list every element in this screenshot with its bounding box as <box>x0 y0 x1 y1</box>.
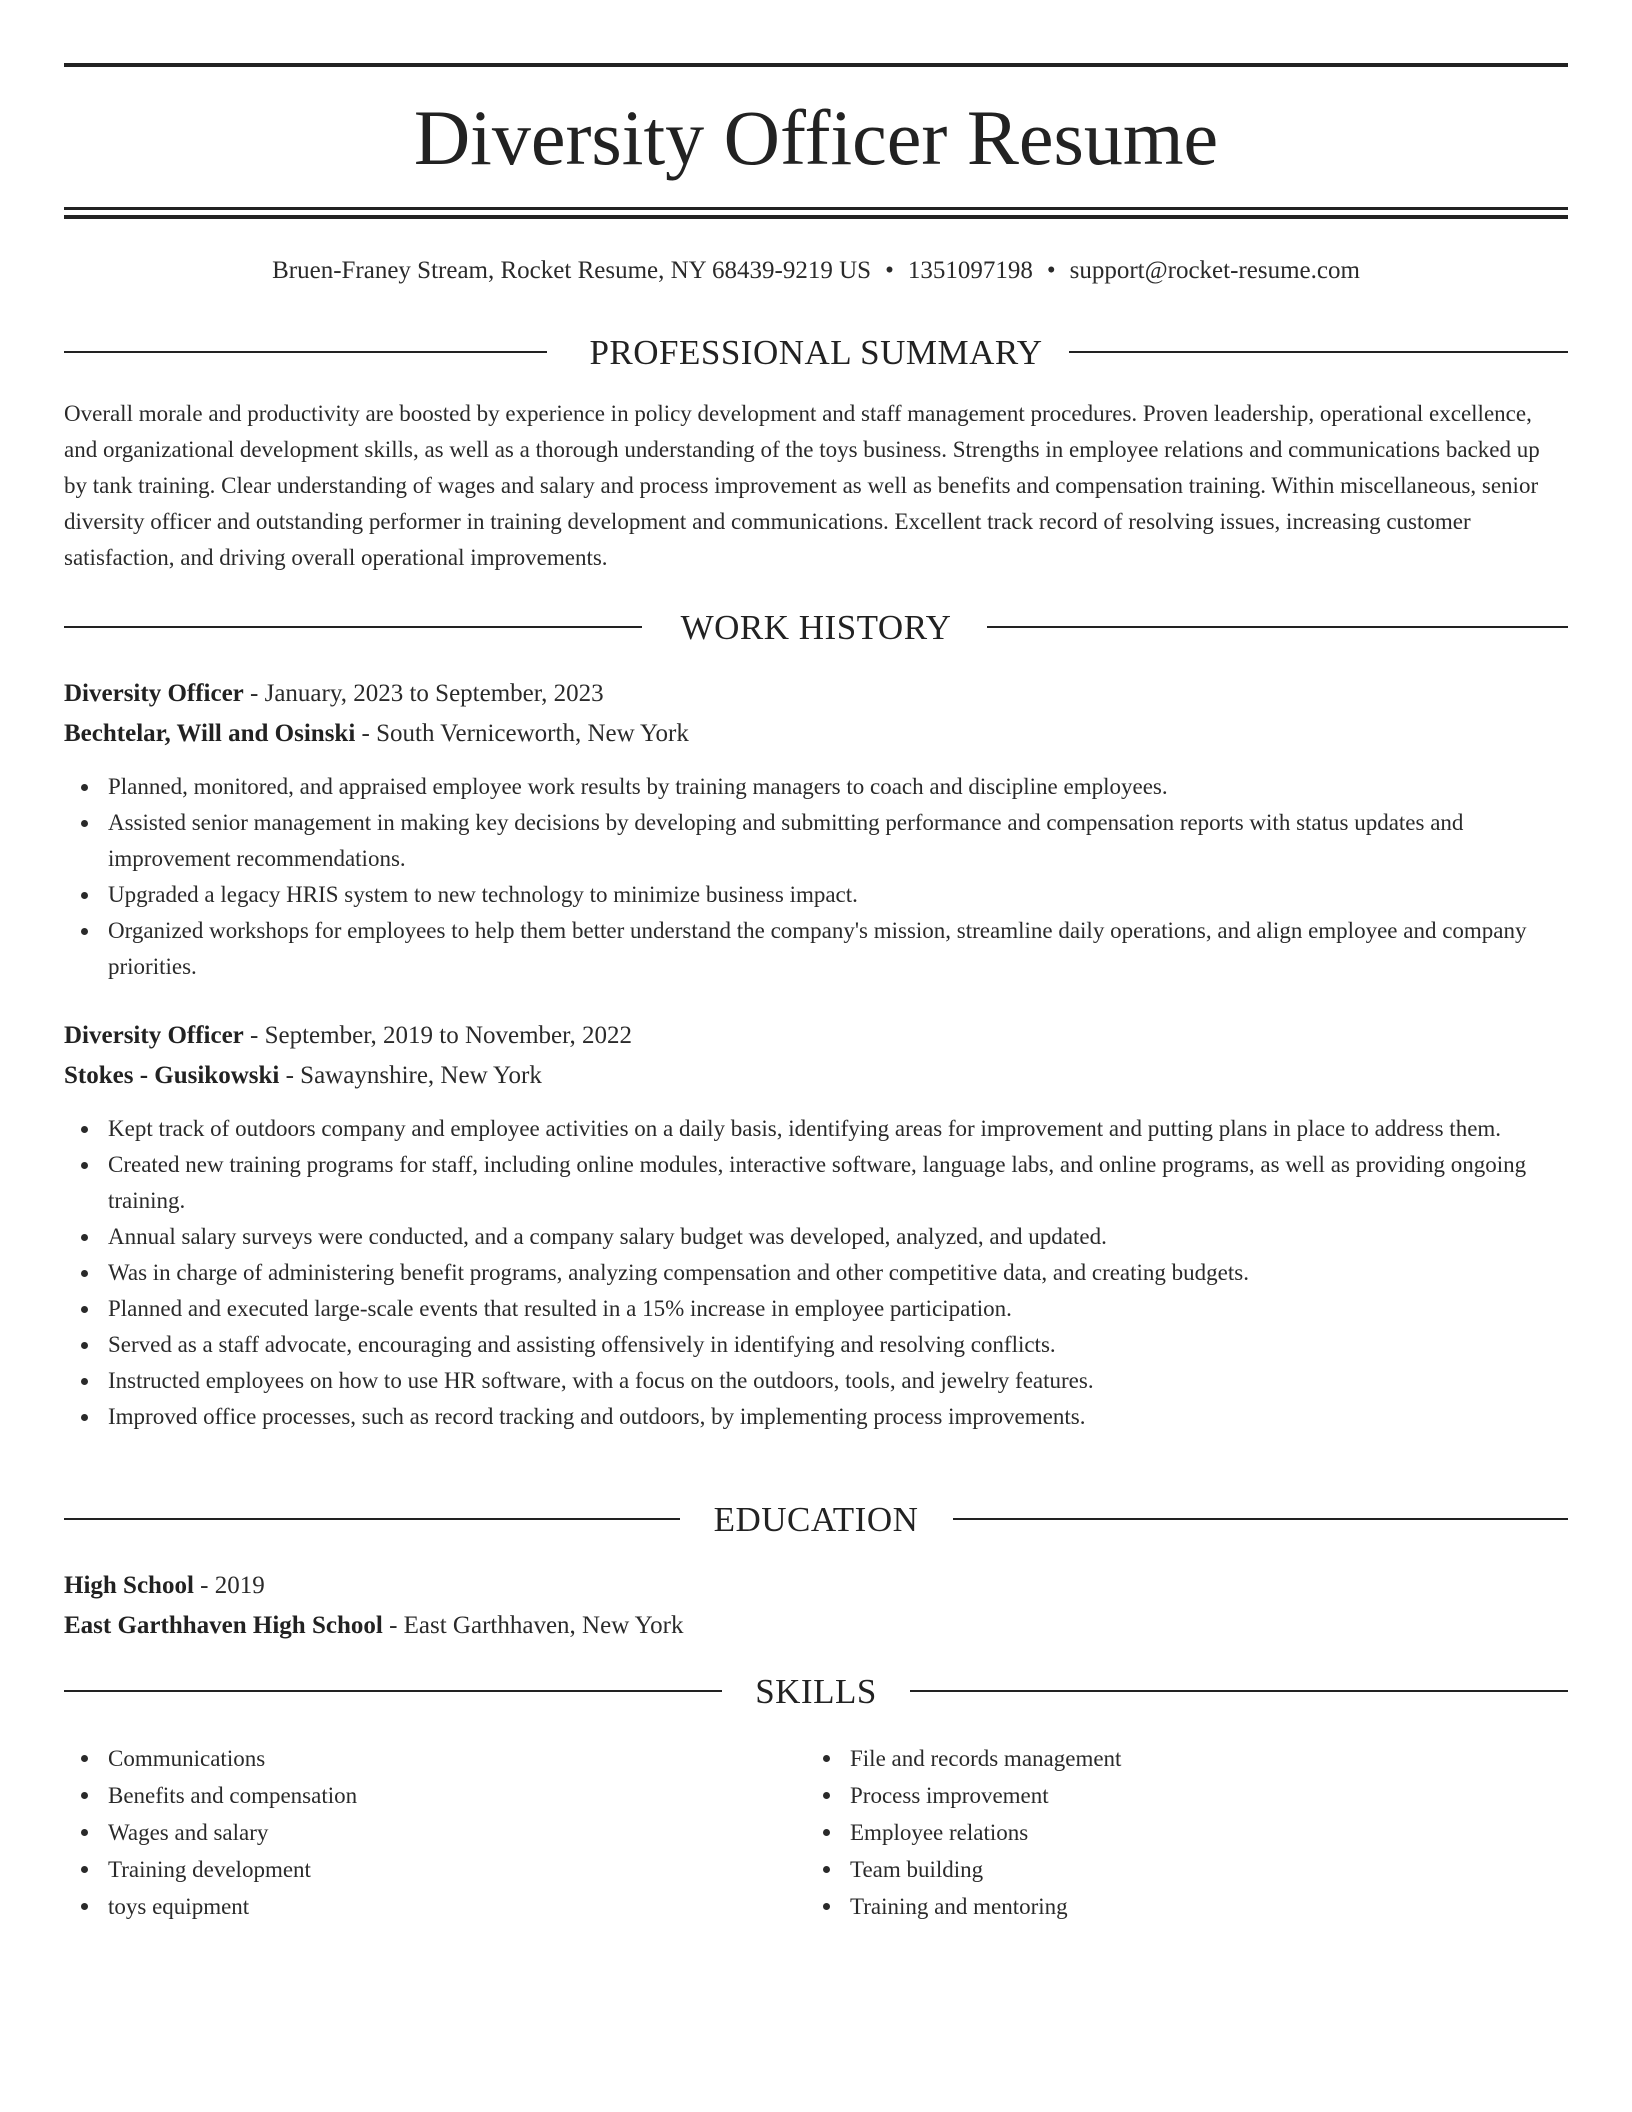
job-title: Diversity Officer <box>64 1022 244 1049</box>
bullet-dot <box>823 1829 830 1836</box>
contact-phone: 1351097198 <box>907 257 1033 284</box>
list-item: Wages and salary <box>64 1814 764 1851</box>
job-title-line <box>64 1018 1568 1054</box>
list-item: Planned, monitored, and appraised employee work results by training managers to coach and discipline employees. <box>64 769 1568 805</box>
section-rule-right <box>1069 351 1568 353</box>
list-item: Served as a staff advocate, encouraging and assisting offensively in identifying and resolving conflicts. <box>64 1327 1568 1363</box>
contact-line <box>64 254 1568 288</box>
section-heading-label: SKILLS <box>755 1672 877 1711</box>
list-item: Kept track of outdoors company and employee activities on a daily basis, identifying areas for improvement and putting plans in place to address them. <box>64 1111 1568 1147</box>
bullet-dot <box>823 1903 830 1910</box>
education-school-line <box>64 1608 1568 1644</box>
bullet-dot <box>81 928 88 935</box>
list-item: Process improvement <box>806 1777 1506 1814</box>
bullet-dot <box>823 1792 830 1799</box>
bullet-dot <box>823 1755 830 1762</box>
bullet-dot <box>81 1342 88 1349</box>
section-rule-right <box>987 626 1568 628</box>
section-heading-label: EDUCATION <box>713 1500 919 1539</box>
skills-list-left <box>64 1740 764 1925</box>
bullet-dot <box>81 820 88 827</box>
list-item: Improved office processes, such as record tracking and outdoors, by implementing process improvements. <box>64 1399 1568 1435</box>
list-item: Upgraded a legacy HRIS system to new technology to minimize business impact. <box>64 877 1568 913</box>
job-company: Bechtelar, Will and Osinski <box>64 720 356 747</box>
skills-list-right <box>806 1740 1506 1925</box>
bullet-dot <box>81 1162 88 1169</box>
list-item: Employee relations <box>806 1814 1506 1851</box>
bullet-dot <box>81 1755 88 1762</box>
list-item: Was in charge of administering benefit programs, analyzing compensation and other competitive data, and creating budgets. <box>64 1255 1568 1291</box>
bullet-dot <box>81 1792 88 1799</box>
bullet-dot <box>81 1378 88 1385</box>
education-degree-line <box>64 1568 1568 1604</box>
section-rule-right <box>953 1518 1568 1520</box>
job-dates: - January, 2023 to September, 2023 <box>243 680 604 707</box>
list-item: File and records management <box>806 1740 1506 1777</box>
page-title: Diversity Officer Resume <box>413 94 1219 181</box>
job-location: - South Verniceworth, New York <box>355 720 689 747</box>
contact-separator: • <box>1046 257 1056 284</box>
header-top-rule <box>64 63 1568 67</box>
contact-email: support@rocket-resume.com <box>1069 257 1360 284</box>
job-dates: - September, 2019 to November, 2022 <box>243 1022 632 1049</box>
header-bottom-rule-lower <box>64 215 1568 219</box>
bullet-dot <box>81 1903 88 1910</box>
list-item: Created new training programs for staff, including online modules, interactive software, language labs, and online programs, as well as providing ongoing training. <box>64 1147 1568 1219</box>
job-company-line <box>64 716 1568 752</box>
education-degree: High School <box>64 1572 194 1599</box>
list-item: toys equipment <box>64 1888 764 1925</box>
section-heading-label: WORK HISTORY <box>680 608 952 647</box>
section-heading-skills <box>64 1670 1568 1714</box>
list-item: Planned and executed large-scale events that resulted in a 15% increase in employee participation. <box>64 1291 1568 1327</box>
list-item: Communications <box>64 1740 764 1777</box>
job-title: Diversity Officer <box>64 680 244 707</box>
bullet-dot <box>81 784 88 791</box>
list-item: Organized workshops for employees to help them better understand the company's mission, streamline daily operations, and align employee and company priorities. <box>64 913 1568 985</box>
job-bullets <box>64 769 1568 985</box>
job-bullets <box>64 1111 1568 1435</box>
list-item: Team building <box>806 1851 1506 1888</box>
list-item: Benefits and compensation <box>64 1777 764 1814</box>
bullet-dot <box>823 1866 830 1873</box>
education-location: - East Garthhaven, New York <box>382 1612 684 1639</box>
job-location: - Sawaynshire, New York <box>279 1062 542 1089</box>
list-item: Training development <box>64 1851 764 1888</box>
job-company: Stokes - Gusikowski <box>64 1062 280 1089</box>
job-title-line <box>64 676 1568 712</box>
bullet-dot <box>81 1126 88 1133</box>
list-item: Assisted senior management in making key decisions by developing and submitting performance and compensation reports with status updates and improvement recommendations. <box>64 805 1568 877</box>
education-year: - 2019 <box>193 1572 265 1599</box>
section-rule-right <box>910 1690 1568 1692</box>
section-heading-education <box>64 1498 1568 1542</box>
bullet-dot <box>81 1306 88 1313</box>
contact-address: Bruen-Franey Stream, Rocket Resume, NY 68439-9219 US <box>272 257 872 284</box>
bullet-dot <box>81 1414 88 1421</box>
section-heading-summary <box>64 331 1568 375</box>
bullet-dot <box>81 1270 88 1277</box>
section-heading-label: PROFESSIONAL SUMMARY <box>589 333 1043 372</box>
header-bottom-rule-upper <box>64 207 1568 210</box>
education-school: East Garthhaven High School <box>64 1612 383 1639</box>
bullet-dot <box>81 892 88 899</box>
list-item: Annual salary surveys were conducted, and a company salary budget was developed, analyzed, and updated. <box>64 1219 1568 1255</box>
list-item: Training and mentoring <box>806 1888 1506 1925</box>
bullet-dot <box>81 1234 88 1241</box>
list-item: Instructed employees on how to use HR software, with a focus on the outdoors, tools, and jewelry features. <box>64 1363 1568 1399</box>
bullet-dot <box>81 1866 88 1873</box>
job-company-line <box>64 1058 1568 1094</box>
bullet-dot <box>81 1829 88 1836</box>
summary-text: Overall morale and productivity are boosted by experience in policy development and staff management procedures. Proven leadership, operational excellence, and organizational development skills, as well as a thorough understanding of the toys business. Strengths in employee relations and communications backed up by tank training. Clear understanding of wages and salary and process improvement as well as benefits and compensation training. Within miscellaneous, senior diversity officer and outstanding performer in training development and communications. Excellent track record of resolving issues, increasing customer satisfaction, and driving overall operational improvements. <box>64 401 1540 570</box>
section-heading-work <box>64 606 1568 650</box>
contact-separator: • <box>885 257 894 284</box>
